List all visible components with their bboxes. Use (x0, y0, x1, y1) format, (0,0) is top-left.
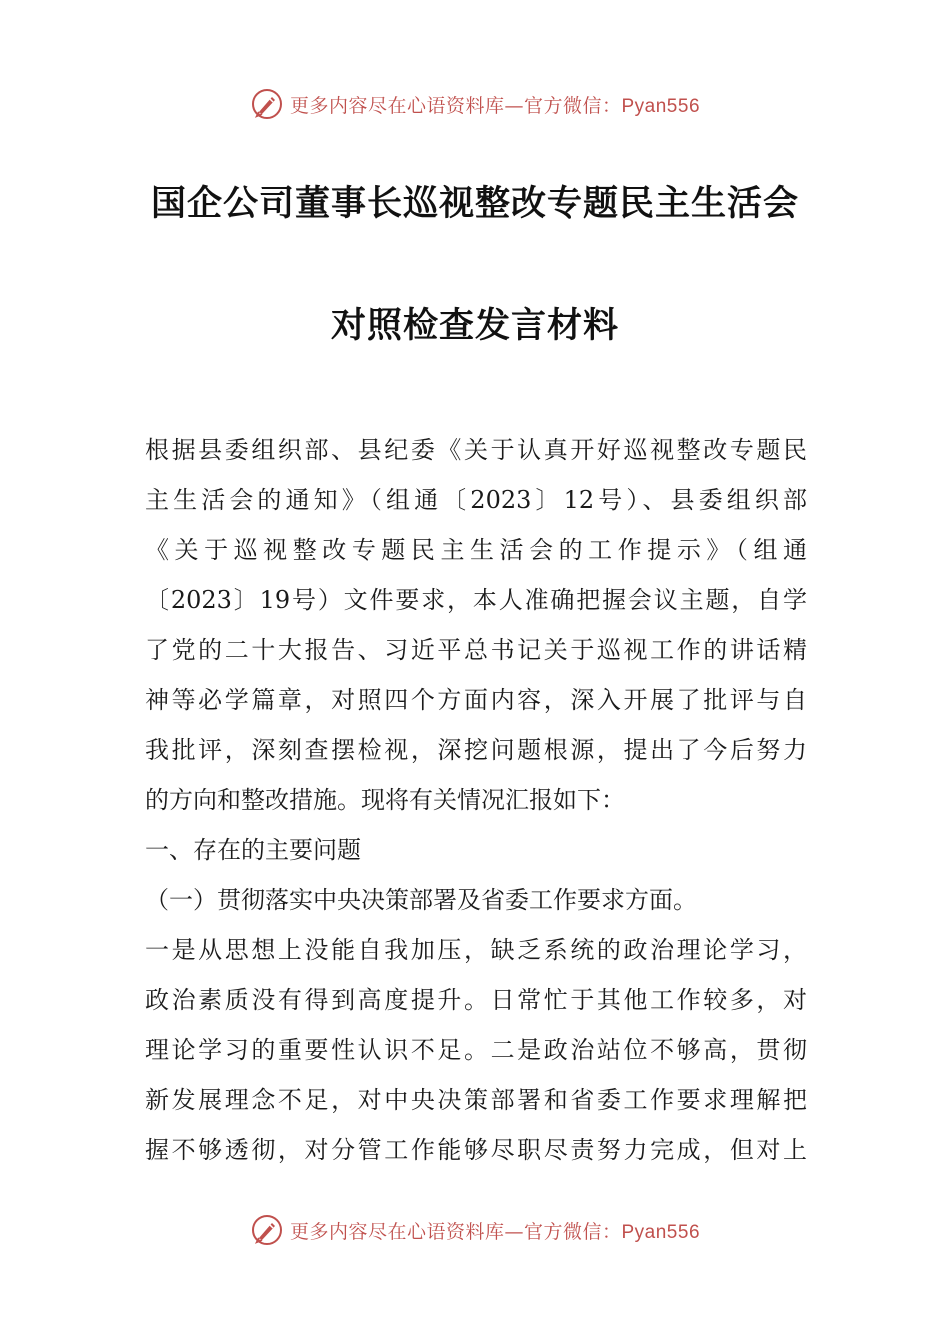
body-line: 的方向和整改措施。现将有关情况汇报如下： (145, 786, 625, 814)
header-banner (0, 84, 950, 124)
document-title-line-2: 对照检查发言材料 (330, 306, 619, 346)
body-line: 根据县委组织部、县纪委《关于认真开好巡视整改专题民 (145, 436, 807, 464)
body-line: 《关于巡视整改专题民主生活会的工作提示》（组通 (145, 536, 807, 564)
pen-nib-logo-icon (250, 1213, 284, 1247)
body-line: 一是从思想上没能自我加压，缺乏系统的政治理论学习， (145, 936, 807, 964)
banner-wechat-id: Pyan556 (621, 1221, 701, 1243)
body-line: 握不够透彻，对分管工作能够尽职尽责努力完成，但对上 (145, 1136, 807, 1164)
body-line: 政治素质没有得到高度提升。日常忙于其他工作较多，对 (145, 986, 807, 1014)
footer-banner (0, 1210, 950, 1250)
banner-label: 更多内容尽在心语资料库—官方微信： (289, 94, 622, 117)
body-line: 一、存在的主要问题 (145, 836, 361, 864)
document-title-line-1: 国企公司董事长巡视整改专题民主生活会 (150, 184, 799, 224)
pen-nib-logo-icon (250, 87, 284, 121)
body-line: 〔2023〕19号）文件要求，本人准确把握会议主题，自学 (145, 586, 807, 614)
body-line: 理论学习的重要性认识不足。二是政治站位不够高，贯彻 (145, 1036, 807, 1064)
body-line: 主生活会的通知》（组通〔2023〕12号）、县委组织部 (145, 486, 807, 514)
body-line: 神等必学篇章，对照四个方面内容，深入开展了批评与自 (145, 686, 807, 714)
banner-label: 更多内容尽在心语资料库—官方微信： (289, 1220, 622, 1243)
body-line: 我批评，深刻查摆检视，深挖问题根源，提出了今后努力 (145, 736, 807, 764)
document-body (145, 425, 807, 1175)
body-line: 了党的二十大报告、习近平总书记关于巡视工作的讲话精 (145, 636, 807, 664)
banner-text (290, 91, 700, 118)
banner-text (290, 1217, 700, 1244)
body-line: （一）贯彻落实中央决策部署及省委工作要求方面。 (145, 886, 697, 914)
banner-wechat-id: Pyan556 (621, 95, 701, 117)
body-line: 新发展理念不足，对中央决策部署和省委工作要求理解把 (145, 1086, 807, 1114)
